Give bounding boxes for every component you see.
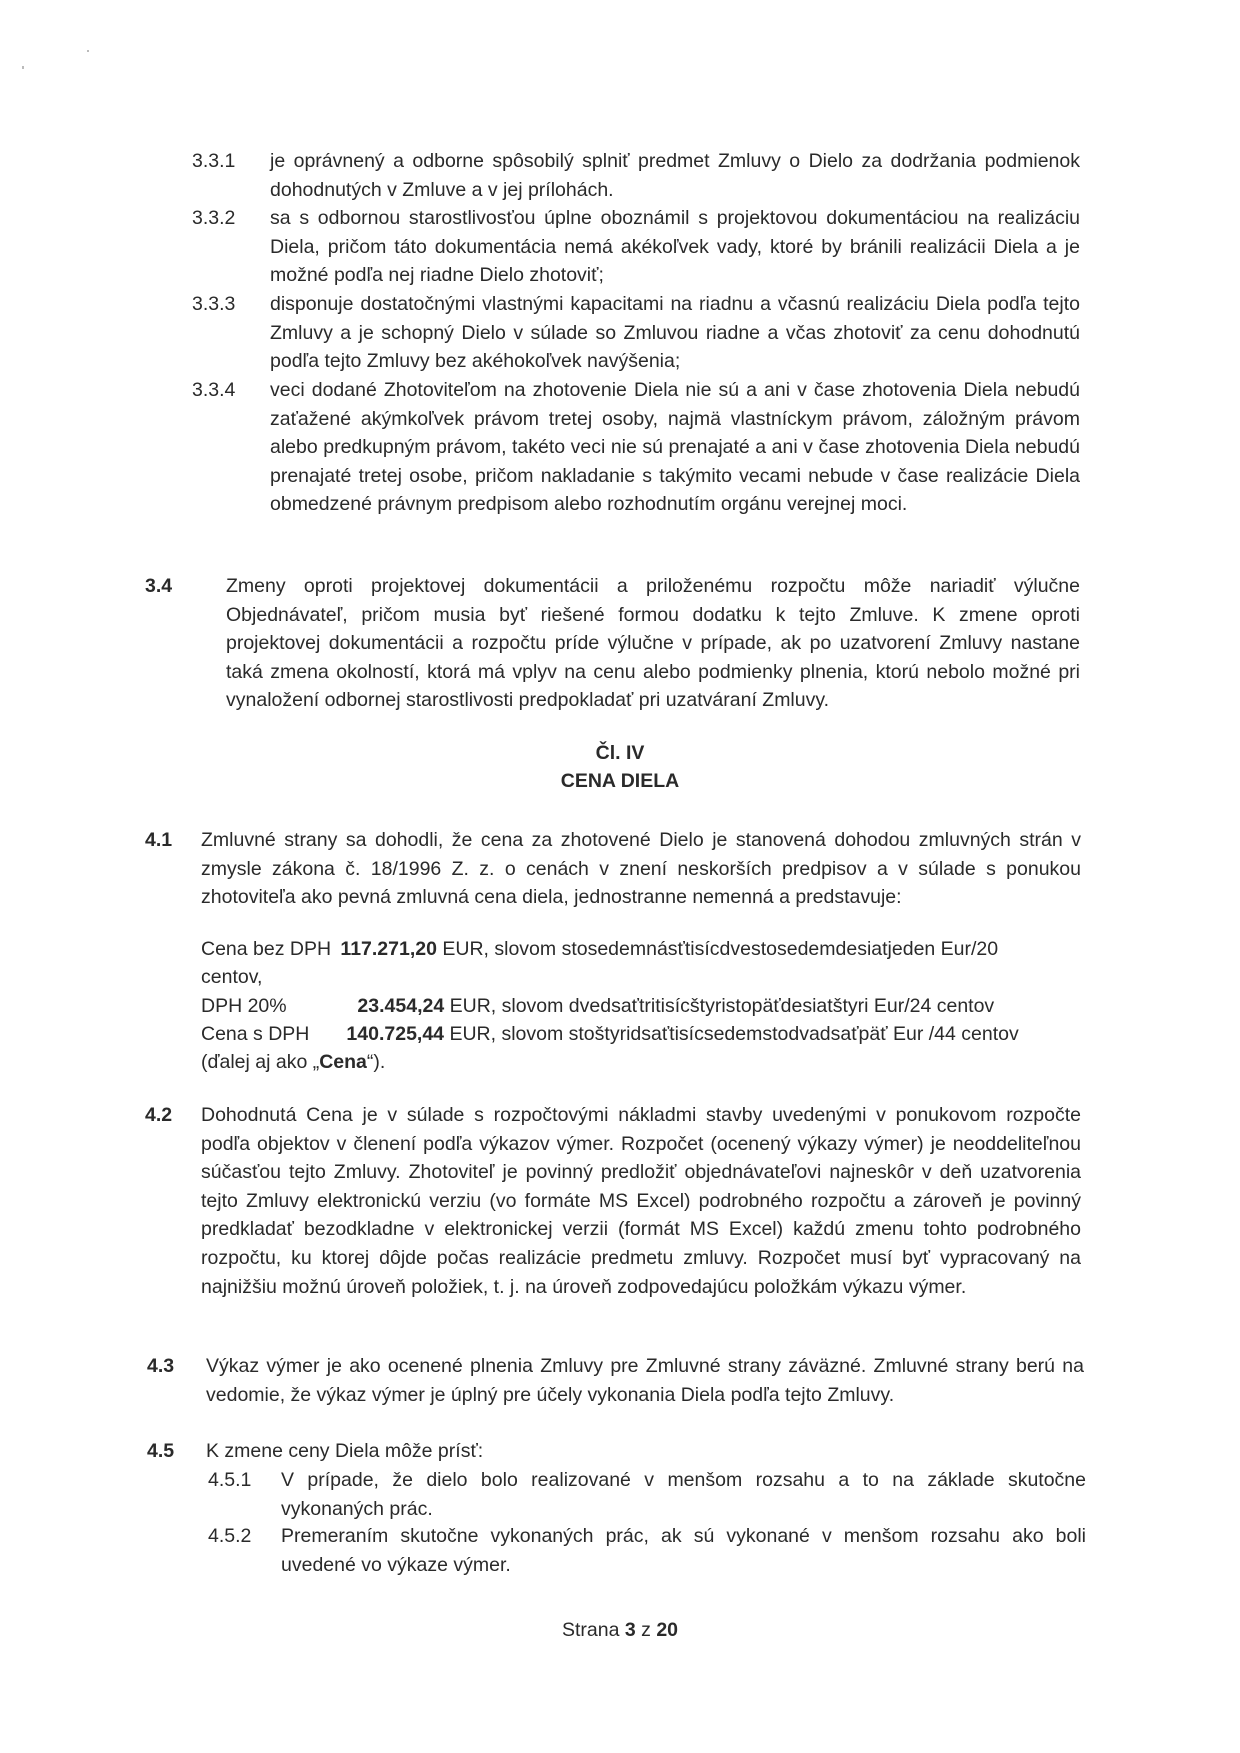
price-label: DPH 20%: [201, 995, 287, 1017]
section-text: Zmluvné strany sa dohodli, že cena za zhotovené Dielo je stanovená dohodou zmluvných strán v zmysle zákona č. 18/1996 Z. z. o cenách v znení neskorších predpisov a v súlade s ponukou zhotoviteľa ako pevná zmluvná cena diela, jednostranne nemenná a predstavuje:: [201, 829, 1081, 909]
section-number: 4.3: [147, 1355, 175, 1377]
section-text: Zmeny oproti projektovej dokumentácii a priloženému rozpočtu môže nariadiť výlučne Objednávateľ, pričom musia byť riešené formou dodatku k tejto Zmluve. K zmene oproti projektovej dokumentácii a rozpočtu príde výlučne v prípade, ak po uzatvorení Zmluvy nastane taká zmena okolností, ktorá má vplyv na cenu alebo podmienky plnenia, ktorú nebolo možné pri vynaložení odbornej starostlivosti predpokladať pri uzatváraní Zmluvy.: [226, 575, 1080, 712]
item-number: 4.5.2: [208, 1525, 252, 1547]
section-number: 4.1: [145, 829, 173, 851]
item-number: 3.3.3: [192, 293, 236, 315]
article-number: Čl. IV: [595, 742, 645, 764]
item-text: sa s odbornou starostlivosťou úplne oboznámil s projektovou dokumentáciou na realizáciu Diela, pričom táto dokumentácia nemá akékoľvek vady, ktoré by bránili realizácii Diela a je možné podľa nej riadne Dielo zhotoviť;: [270, 207, 1080, 287]
item-text: V prípade, že dielo bolo realizované v menšom rozsahu a to na základe skutočne vykonaných prác.: [281, 1469, 1086, 1520]
page-footer: [0, 1616, 1240, 1645]
price-label: Cena s DPH: [201, 1023, 310, 1045]
item-number: 3.3.4: [192, 379, 236, 401]
scan-speck: [22, 66, 24, 69]
price-row-vat: [201, 992, 994, 1021]
item-text: veci dodané Zhotoviteľom na zhotovenie Diela nie sú a ani v čase zhotovenia Diela nebudú zaťažené akýmkoľvek právom tretej osoby, najmä vlastníckym právom, záložným právom alebo predkupným právom, takéto veci nie sú prenajaté a ani v čase zhotovenia Diela nebudú prenajaté tretej osobe, pričom nakladanie s takýmito vecami nebude v čase realizácie Diela obmedzené právnym predpisom alebo rozhodnutím orgánu verejnej moci.: [270, 379, 1080, 516]
page-total: 20: [656, 1619, 679, 1641]
section-number: 3.4: [145, 575, 173, 597]
price-row-without-vat: [201, 935, 998, 964]
item-number: 3.3.2: [192, 207, 236, 229]
item-text: Premeraním skutočne vykonaných prác, ak sú vykonané v menšom rozsahu ako boli uvedené vo výkaze výmer.: [281, 1525, 1086, 1576]
section-text: K zmene ceny Diela môže prísť:: [206, 1440, 484, 1462]
price-amount: 117.271,20: [340, 938, 437, 960]
definition-suffix: “).: [366, 1051, 386, 1073]
section-number: 4.5: [147, 1440, 175, 1462]
price-words: EUR, slovom stosedemnásťtisícdvestosedemdesiatjeden Eur/20: [442, 938, 999, 960]
item-number: 4.5.1: [208, 1469, 252, 1491]
price-label: Cena bez DPH: [201, 938, 332, 960]
item-text: disponuje dostatočnými vlastnými kapacitami na riadnu a včasnú realizáciu Diela podľa tejto Zmluvy a je schopný Dielo v súlade so Zmluvou riadne a včas zhotoviť za cenu dohodnutú podľa tejto Zmluvy bez akéhokoľvek navýšenia;: [270, 293, 1080, 373]
item-number: 3.3.1: [192, 150, 236, 172]
page-label: Strana: [561, 1619, 620, 1641]
definition-prefix: (ďalej aj ako „: [201, 1051, 320, 1073]
price-amount: 23.454,24: [357, 995, 445, 1017]
price-row-continuation: centov,: [201, 966, 263, 988]
page-number: 3: [624, 1619, 636, 1641]
definition-term: Cena: [319, 1051, 367, 1073]
scan-speck: [87, 50, 89, 52]
section-text: Dohodnutá Cena je v súlade s rozpočtovými nákladmi stavby uvedenými v ponukovom rozpočte podľa objektov v členení podľa výkazov výmer. Rozpočet (ocenený výkazy výmer) je neoddeliteľnou súčasťou tejto Zmluvy. Zhotoviteľ je povinný predložiť objednávateľovi najneskôr v deň uzatvorenia tejto Zmluvy elektronickú verziu (vo formáte MS Excel) podrobného rozpočtu a zároveň je povinný predkladať bezodkladne v elektronickej verzii (formát MS Excel) každú zmenu tohto podrobného rozpočtu, ku ktorej dôjde počas realizácie predmetu zmluvy. Rozpočet musí byť vypracovaný na najnižšiu možnú úroveň položiek, t. j. na úroveň zodpovedajúcu položkám výkazu výmer.: [201, 1104, 1081, 1298]
item-text: je oprávnený a odborne spôsobilý splniť predmet Zmluvy o Dielo za dodržania podmienok dohodnutých v Zmluve a v jej prílohách.: [270, 150, 1080, 201]
section-number: 4.2: [145, 1104, 173, 1126]
article-title: CENA DIELA: [560, 770, 680, 792]
page-separator: z: [641, 1619, 651, 1641]
section-text: Výkaz výmer je ako ocenené plnenia Zmluvy pre Zmluvné strany záväzné. Zmluvné strany berú na vedomie, že výkaz výmer je úplný pre účely vykonania Diela podľa tejto Zmluvy.: [206, 1355, 1084, 1406]
price-amount: 140.725,44: [346, 1023, 445, 1045]
price-definition: [201, 1048, 385, 1077]
price-words: EUR, slovom dvedsaťtritisícštyristopäťdesiatštyri Eur/24 centov: [449, 995, 995, 1017]
price-words: EUR, slovom stoštyridsaťtisícsedemstodvadsaťpäť Eur /44 centov: [449, 1023, 1019, 1045]
price-row-with-vat: [201, 1020, 1019, 1049]
